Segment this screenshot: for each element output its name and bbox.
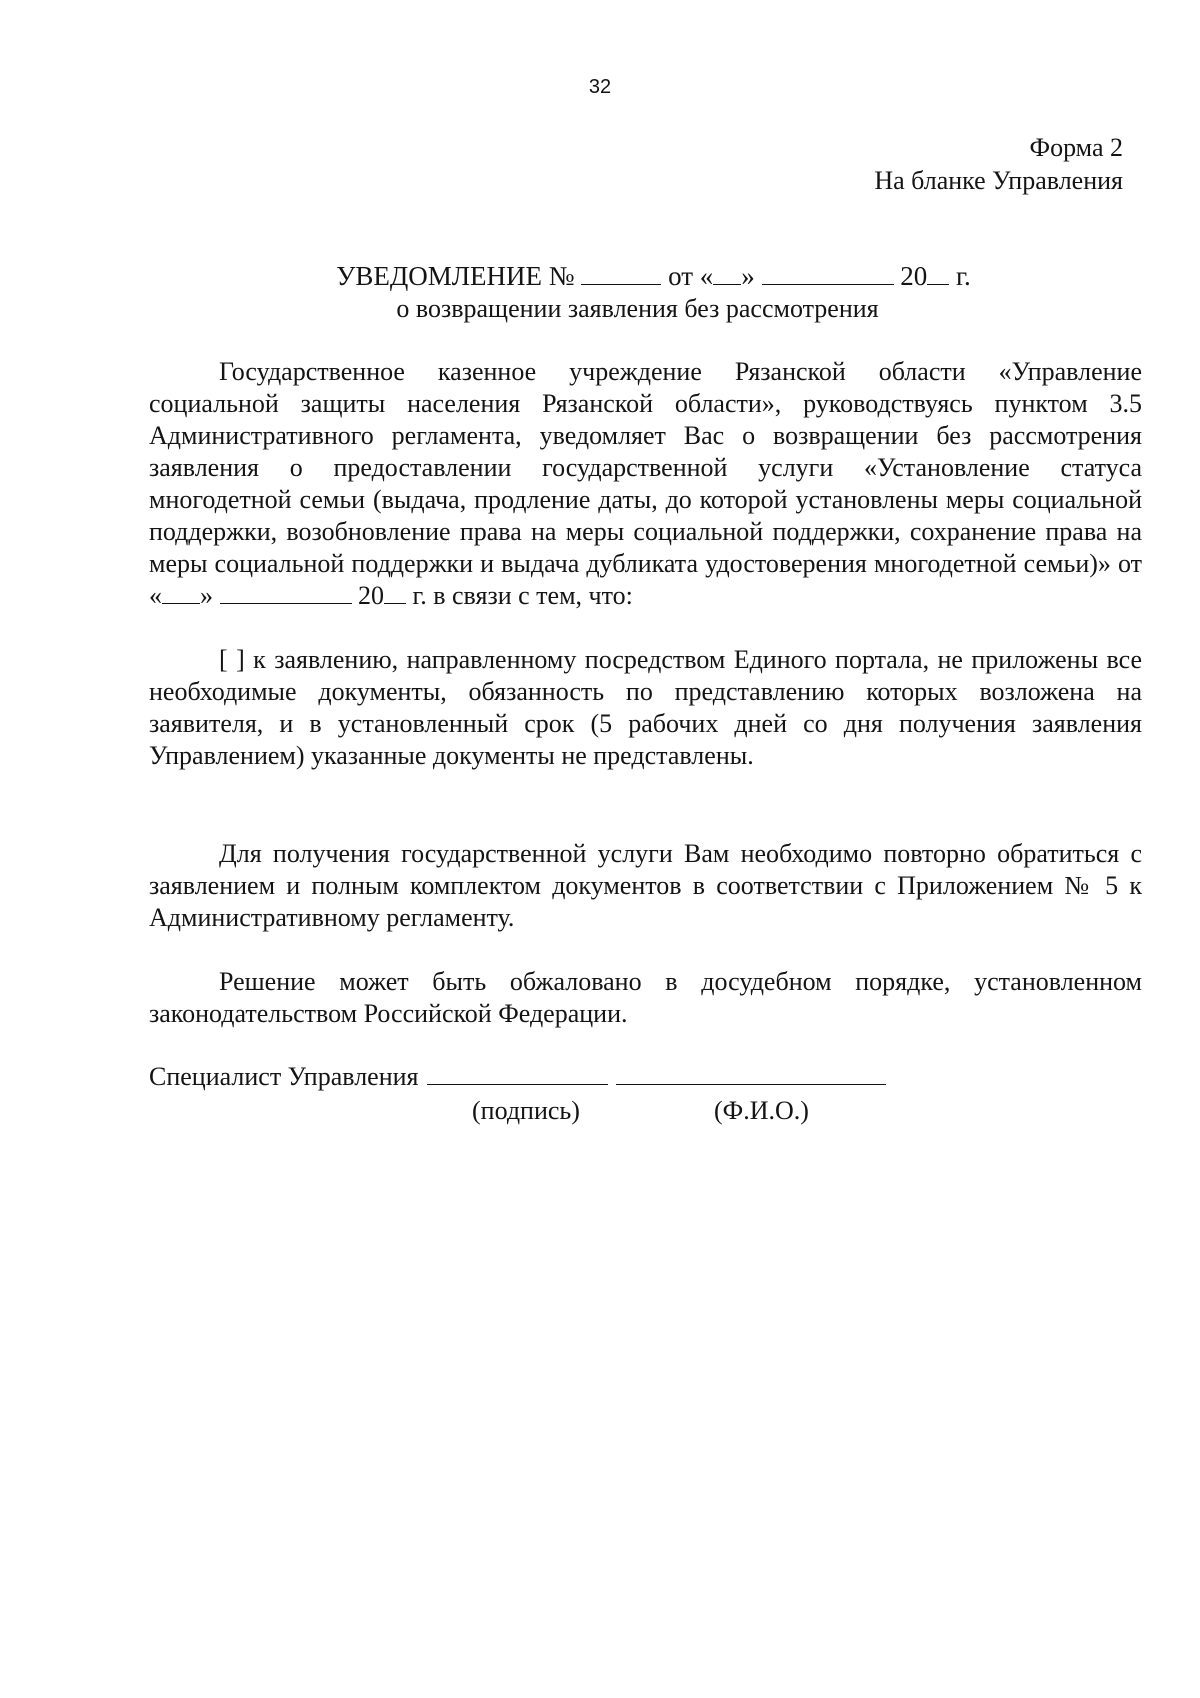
notice-title-prefix: УВЕДОМЛЕНИЕ № bbox=[336, 261, 575, 291]
notice-subtitle bbox=[0, 293, 1200, 325]
paragraph-reason bbox=[149, 644, 1142, 772]
name-line bbox=[616, 1062, 886, 1085]
page-number: 32 bbox=[588, 76, 612, 98]
application-close-quote: » bbox=[200, 581, 213, 610]
notice-year-prefix: 20 bbox=[900, 261, 928, 291]
paragraph-instructions-text: Для получения государственной услуги Вам необходимо повторно обратиться с заявлением и полным комплектом документов в соответствии с Приложением № 5 к Административному регламенту. bbox=[149, 839, 1142, 932]
notice-year-blank bbox=[927, 262, 949, 285]
signature-line bbox=[427, 1062, 608, 1085]
paragraph-reason-text: к заявлению, направленному посредством Единого портала, не приложены все необходимые документы, обязанность по представлению которых возложена на заявителя, и в установленный срок (5 рабочих дней со дня получения заявления Управлением) указанные документы не представлены. bbox=[149, 645, 1142, 770]
notice-close-quote: » bbox=[741, 261, 755, 291]
signature-caption: (подпись) bbox=[472, 1096, 580, 1125]
application-year-blank bbox=[384, 581, 406, 604]
paragraph-appeal bbox=[149, 966, 1142, 1030]
paragraph-appeal-text: Решение может быть обжаловано в досудебном порядке, установленном законодательством Российской Федерации. bbox=[149, 967, 1142, 1028]
notice-subtitle-text: о возвращении заявления без рассмотрения bbox=[396, 294, 879, 323]
form-number-label: Форма 2 bbox=[1029, 133, 1123, 162]
blank-note: На бланке Управления bbox=[874, 166, 1123, 195]
paragraph-main bbox=[149, 356, 1142, 612]
application-day-blank bbox=[162, 581, 200, 604]
form-header bbox=[874, 131, 1123, 197]
notice-year-suffix: г. bbox=[956, 261, 971, 291]
paragraph-main-text: Государственное казенное учреждение Рязанской области «Управление социальной защиты населения Рязанской области», руководствуясь пунктом 3.5 Административного регламента, уведомляет Вас о возвращении без рассмотрения заявления о предоставлении государственной услуги «Установление статуса многодетной семьи (выдача, продление даты, до которой установлены меры социальной поддержки, возобновление права на меры социальной поддержки, сохранение права на меры социальной поддержки и выдача дубликата удостоверения многодетной семьи)» от « bbox=[149, 357, 1142, 610]
notice-from-label: от « bbox=[668, 261, 714, 291]
name-caption: (Ф.И.О.) bbox=[714, 1096, 809, 1125]
signature-row bbox=[149, 1061, 886, 1093]
notice-day-blank bbox=[713, 262, 741, 285]
application-year-prefix: 20 bbox=[358, 581, 384, 610]
notice-month-blank bbox=[762, 262, 894, 285]
reason-checkbox[interactable]: [ ] bbox=[219, 645, 245, 674]
notice-title bbox=[0, 260, 1200, 292]
signature-label: Специалист Управления bbox=[149, 1062, 419, 1091]
notice-number-blank bbox=[581, 262, 661, 285]
paragraph-instructions bbox=[149, 838, 1142, 934]
paragraph-main-ending: г. в связи с тем, что: bbox=[412, 581, 633, 610]
application-month-blank bbox=[220, 581, 352, 604]
